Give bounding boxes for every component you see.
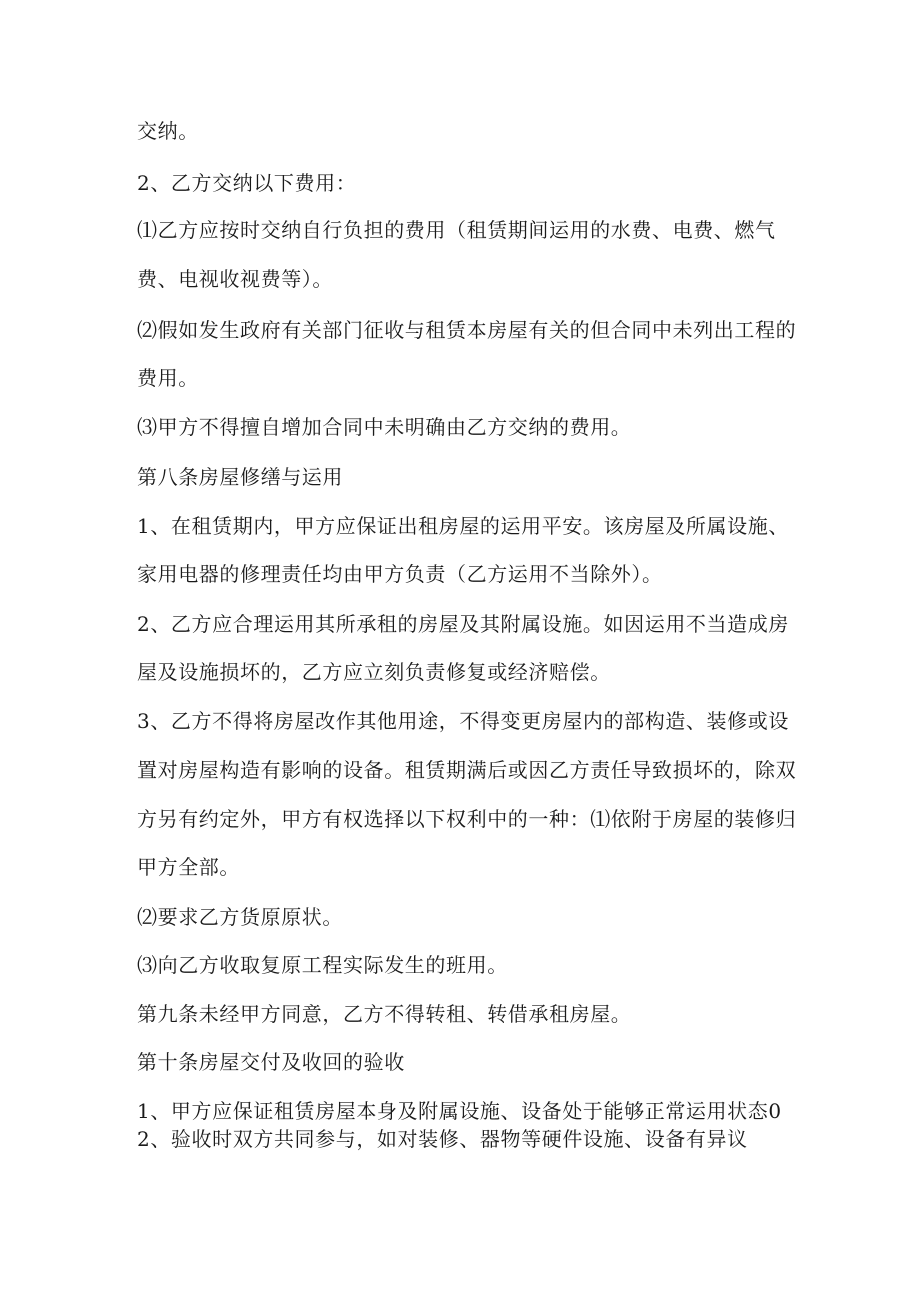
text-line: 2、验收时双方共同参与，如对装修、器物等硬件设施、设备有异议 bbox=[137, 1127, 748, 1151]
section-heading: 第十条房屋交付及收回的验收 bbox=[137, 1050, 405, 1074]
text-line: 1、甲方应保证租赁房屋本身及附属设施、设备处于能够正常运用状态0 bbox=[137, 1099, 782, 1123]
text-line: ⑴乙方应按时交纳自行负担的费用（租赁期间运用的水费、电费、燃气 bbox=[137, 218, 776, 242]
text-line: 2、乙方交纳以下费用： bbox=[137, 171, 357, 195]
text-line: 费用。 bbox=[137, 366, 199, 390]
text-line: 1、在租赁期内，甲方应保证出租房屋的运用平安。该房屋及所属设施、 bbox=[137, 514, 789, 538]
text-line: 方另有约定外，甲方有权选择以下权利中的一种：⑴依附于房屋的装修归 bbox=[137, 807, 797, 831]
section-heading: 第八条房屋修缮与运用 bbox=[137, 465, 343, 489]
section-heading: 第九条未经甲方同意，乙方不得转租、转借承租房屋。 bbox=[137, 1002, 632, 1026]
text-line: 甲方全部。 bbox=[137, 855, 240, 879]
text-line: 屋及设施损坏的，乙方应立刻负责修复或经济赔偿。 bbox=[137, 660, 611, 684]
text-line: ⑵假如发生政府有关部门征收与租赁本房屋有关的但合同中未列出工程的 bbox=[137, 318, 797, 342]
text-line: 交纳。 bbox=[137, 119, 199, 143]
text-line: 置对房屋构造有影响的设备。租赁期满后或因乙方责任导致损坏的，除双 bbox=[137, 758, 797, 782]
text-line: 3、乙方不得将房屋改作其他用途，不得变更房屋内的部构造、装修或设 bbox=[137, 709, 789, 733]
text-line: ⑶甲方不得擅自增加合同中未明确由乙方交纳的费用。 bbox=[137, 415, 632, 439]
text-line: ⑵要求乙方货原原状。 bbox=[137, 905, 343, 929]
text-line: 费、电视收视费等）。 bbox=[137, 267, 333, 291]
text-line: ⑶向乙方收取复原工程实际发生的班用。 bbox=[137, 953, 508, 977]
text-line: 2、乙方应合理运用其所承租的房屋及其附属设施。如因运用不当造成房 bbox=[137, 612, 789, 636]
text-line: 家用电器的修理责任均由甲方负责（乙方运用不当除外）。 bbox=[137, 562, 663, 586]
